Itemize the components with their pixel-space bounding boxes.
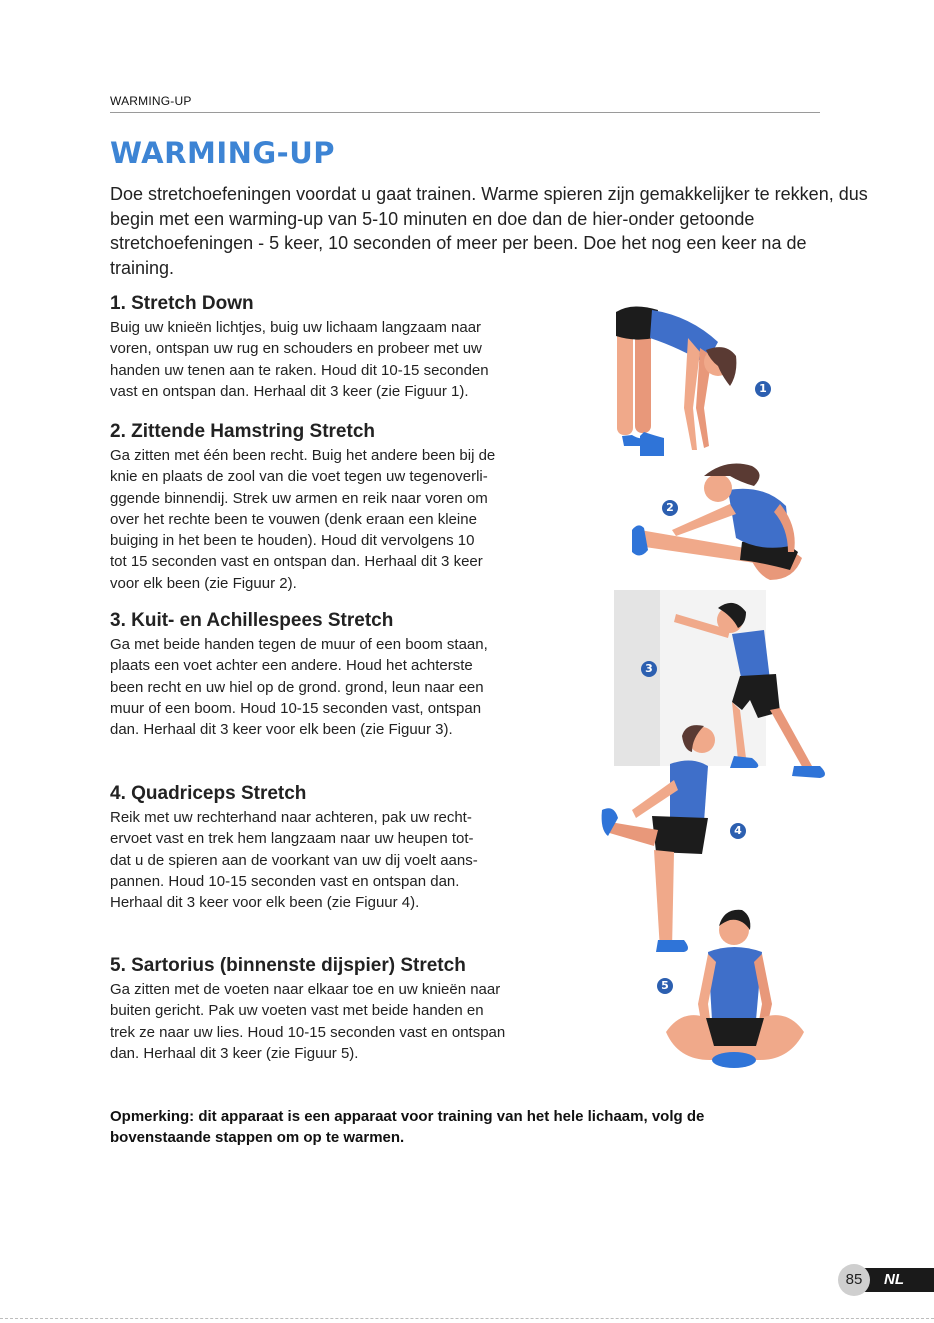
section-quadriceps-stretch — [110, 783, 600, 913]
fig5-shorts — [706, 1018, 764, 1046]
fig4-shorts — [652, 816, 708, 854]
figure-3-calf-stretch — [614, 590, 825, 778]
note: Opmerking: dit apparaat is een apparaat voor training van het hele lichaam, volg de bovenstaande stappen om op te warmen. — [110, 1108, 705, 1146]
fig2-shoe — [632, 525, 648, 555]
bottom-dashed-line — [0, 1318, 934, 1319]
section-body: Buig uw knieën lichtjes, buig uw lichaam langzaam naar voren, ontspan uw rug en schouders en probeer met uw handen uw tenen aan te raken. Houd dit 10-15 seconden vast en ontspan dan. Herhaal dit 3 keer (zie Figuur 1). — [110, 319, 489, 400]
figure-number-badge: 3 — [641, 661, 657, 677]
section-heading: 5. Sartorius (binnenste dijspier) Stretch — [110, 955, 466, 976]
section-heading: 2. Zittende Hamstring Stretch — [110, 421, 375, 442]
section-heading: 3. Kuit- en Achillespees Stretch — [110, 610, 394, 631]
intro-paragraph: Doe stretchoefeningen voordat u gaat trainen. Warme spieren zijn gemakkelijker te rekken, dus begin met een warming-up van 5-10 minuten en doe dan de hier-onder getoonde stretchoefeningen - 5 keer, 10 seconden of meer per been. Doe het nog een keer na de training. — [110, 184, 868, 278]
section-heading: 4. Quadriceps Stretch — [110, 783, 307, 804]
fig4-shoe-stand — [656, 940, 688, 952]
page-number: 85 — [838, 1264, 870, 1296]
fig1-leg-front — [635, 325, 651, 433]
header-rule — [110, 112, 820, 113]
figure-2-hamstring — [632, 464, 802, 580]
figure-5-sartorius — [666, 910, 804, 1068]
figure-number-badge: 1 — [755, 381, 771, 397]
section-heading: 1. Stretch Down — [110, 293, 254, 314]
exercise-illustrations — [580, 290, 840, 1080]
fig3-shoe-back — [792, 766, 825, 778]
fig1-leg-back — [617, 325, 633, 435]
section-sartorius-stretch — [110, 955, 600, 1064]
fig4-leg-stand — [654, 850, 674, 950]
fig5-top — [708, 947, 762, 1020]
page-badge — [838, 1264, 934, 1296]
page-title: WARMING-UP — [110, 136, 336, 170]
figure-number-badge: 5 — [657, 978, 673, 994]
fig2-arm — [672, 504, 736, 536]
section-body: Ga zitten met de voeten naar elkaar toe en uw knieën naar buiten gericht. Pak uw voeten vast met beide handen en trek ze naar uw lies. Houd 10-15 seconden vast en ontspan dan. Herhaal dit 3 keer (zie Figuur 5). — [110, 981, 506, 1062]
figure-number-badge: 4 — [730, 823, 746, 839]
fig5-shoes — [712, 1052, 756, 1068]
section-calf-stretch — [110, 610, 600, 740]
section-hamstring-stretch — [110, 421, 600, 594]
figure-number-badge: 2 — [662, 500, 678, 516]
fig3-wall — [614, 590, 660, 766]
language-tab: NL — [860, 1268, 934, 1292]
fig3-leg-back — [770, 708, 812, 770]
fig4-leg-bent — [606, 822, 658, 846]
section-body: Ga met beide handen tegen de muur of een boom staan, plaats een voet achter een andere. Houd het achterste been recht en uw hiel op de grond. grond, leun naar een muur of een boom. Houd 10-15 seconden vast, ontspan dan. Herhaal dit 3 keer voor elk been (zie Figuur 3). — [110, 636, 488, 739]
section-stretch-down — [110, 293, 600, 402]
fig1-shoe-front — [640, 432, 664, 456]
section-body: Reik met uw rechterhand naar achteren, pak uw recht- ervoet vast en trek hem langzaam naar uw heupen tot- dat u de spieren aan de voorkant van uw dij voelt aans- pannen. Houd 10-15 seconden vast en ontspan dan. Herhaal dit 3 keer voor elk been (zie Figuur 4). — [110, 809, 478, 912]
running-head: WARMING-UP — [110, 94, 192, 108]
fig2-head — [704, 474, 732, 502]
figure-1-stretch-down — [616, 306, 736, 456]
section-body: Ga zitten met één been recht. Buig het andere been bij de knie en plaats de zool van die voet tegen uw tegenoverli- ggende binnendij. Strek uw armen en reik naar voren om over het rechte been te vouwen (denk eraan een kleine buiging in het been te houden). Houd dit vervolgens 10 tot 15 seconden vast en ontspan dan. Herhaal dit 3 keer voor elk been (zie Figuur 2). — [110, 447, 496, 592]
